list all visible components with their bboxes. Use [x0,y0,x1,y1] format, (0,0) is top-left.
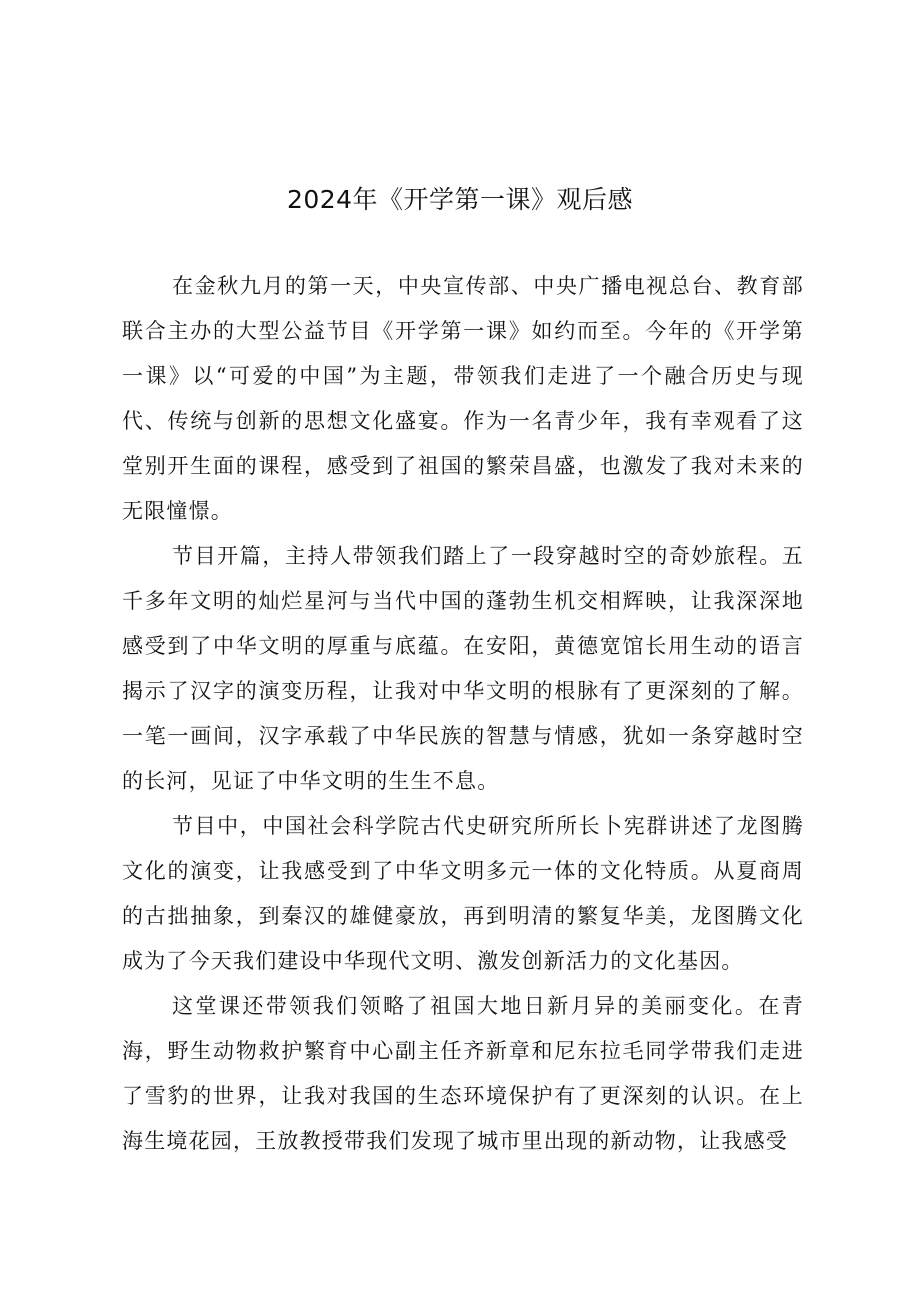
paragraph-1: 在金秋九月的第一天，中央宣传部、中央广播电视总台、教育部联合主办的大型公益节目《开学第一课》如约而至。今年的《开学第一课》以“可爱的中国”为主题，带领我们走进了一个融合历史与现代、传统与创新的思想文化盛宴。作为一名青少年，我有幸观看了这堂别开生面的课程，感受到了祖国的繁荣昌盛，也激发了我对未来的无限憧憬。 [122,274,804,523]
paragraph-4: 这堂课还带领我们领略了祖国大地日新月异的美丽变化。在青海，野生动物救护繁育中心副主任齐新章和尼东拉毛同学带我们走进了雪豹的世界，让我对我国的生态环境保护有了更深刻的认识。在上海生境花园，王放教授带我们发现了城市里出现的新动物，让我感受 [122,994,804,1153]
document-body [122,264,804,1164]
paragraph-2: 节目开篇，主持人带领我们踏上了一段穿越时空的奇妙旅程。五千多年文明的灿烂星河与当代中国的蓬勃生机交相辉映，让我深深地感受到了中华文明的厚重与底蕴。在安阳，黄德宽馆长用生动的语言揭示了汉字的演变历程，让我对中华文明的根脉有了更深刻的了解。一笔一画间，汉字承载了中华民族的智慧与情感，犹如一条穿越时空的长河，见证了中华文明的生生不息。 [122,544,804,793]
document-title: 2024年《开学第一课》观后感 [286,185,634,214]
paragraph-3: 节目中，中国社会科学院古代史研究所所长卜宪群讲述了龙图腾文化的演变，让我感受到了中华文明多元一体的文化特质。从夏商周的古拙抽象，到秦汉的雄健豪放，再到明清的繁复华美，龙图腾文化成为了今天我们建设中华现代文明、激发创新活力的文化基因。 [122,814,804,973]
